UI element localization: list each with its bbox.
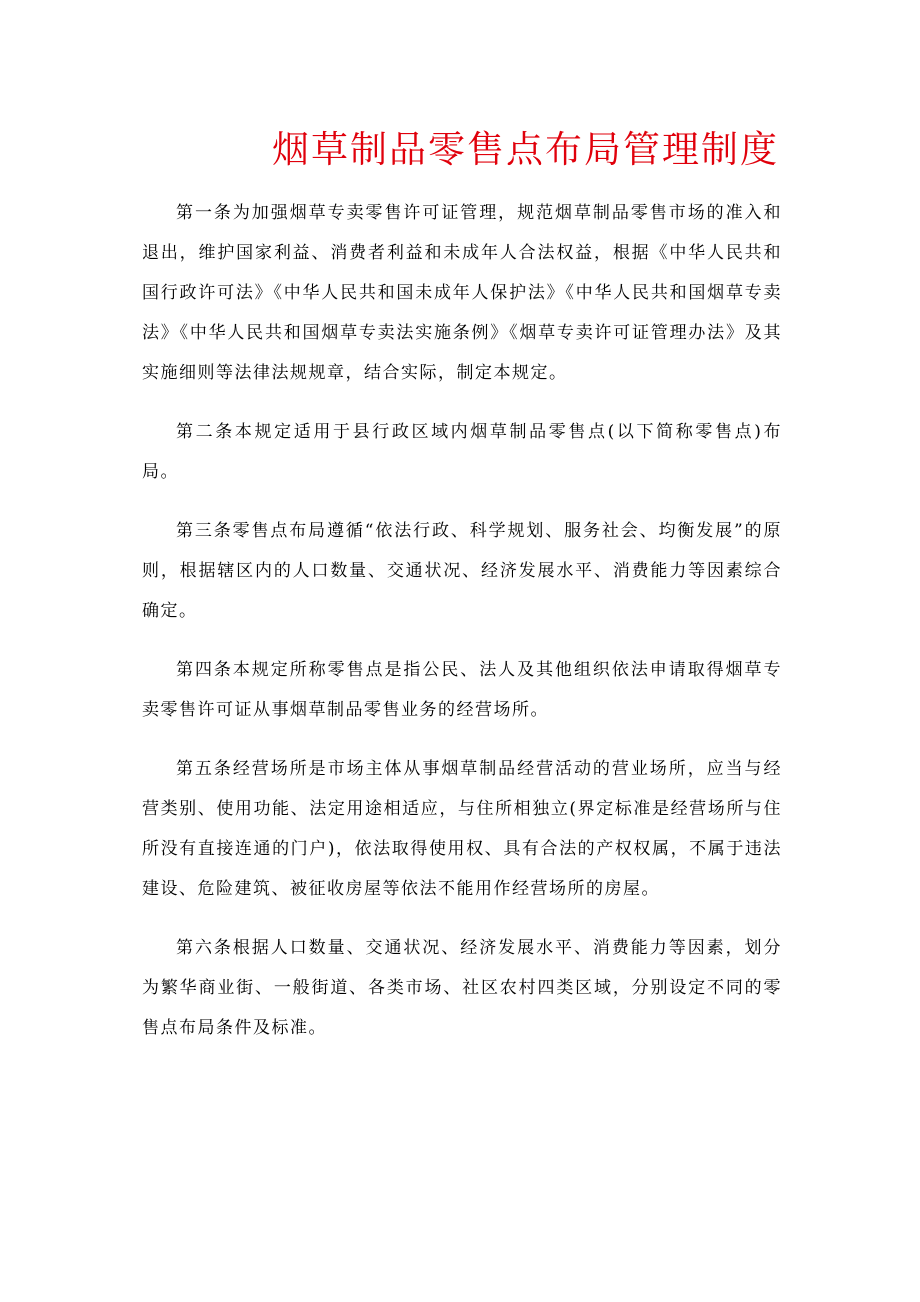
document-body bbox=[142, 193, 782, 1067]
article-4-paragraph: 第四条本规定所称零售点是指公民、法人及其他组织依法申请取得烟草专卖零售许可证从事烟草制品零售业务的经营场所。 bbox=[142, 660, 782, 720]
article-5-paragraph: 第五条经营场所是市场主体从事烟草制品经营活动的营业场所，应当与经营类别、使用功能、法定用途相适应，与住所相独立(界定标准是经营场所与住所没有直接连通的门户)，依法取得使用权、具有合法的产权权属，不属于违法建设、危险建筑、被征收房屋等依法不能用作经营场所的房屋。 bbox=[142, 759, 782, 899]
article-6-paragraph: 第六条根据人口数量、交通状况、经济发展水平、消费能力等因素，划分为繁华商业街、一般街道、各类市场、社区农村四类区域，分别设定不同的零售点布局条件及标准。 bbox=[142, 938, 782, 1038]
article-3-paragraph: 第三条零售点布局遵循“依法行政、科学规划、服务社会、均衡发展”的原则，根据辖区内的人口数量、交通状况、经济发展水平、消费能力等因素综合确定。 bbox=[142, 521, 782, 621]
document-title: 烟草制品零售点布局管理制度 bbox=[272, 128, 779, 171]
article-1-paragraph: 第一条为加强烟草专卖零售许可证管理，规范烟草制品零售市场的准入和退出，维护国家利益、消费者利益和未成年人合法权益，根据《中华人民共和国行政许可法》《中华人民共和国未成年人保护法》《中华人民共和国烟草专卖法》《中华人民共和国烟草专卖法实施条例》《烟草专卖许可证管理办法》及其实施细则等法律法规规章，结合实际，制定本规定。 bbox=[142, 203, 782, 383]
article-2-paragraph: 第二条本规定适用于县行政区域内烟草制品零售点(以下简称零售点)布局。 bbox=[142, 422, 782, 482]
